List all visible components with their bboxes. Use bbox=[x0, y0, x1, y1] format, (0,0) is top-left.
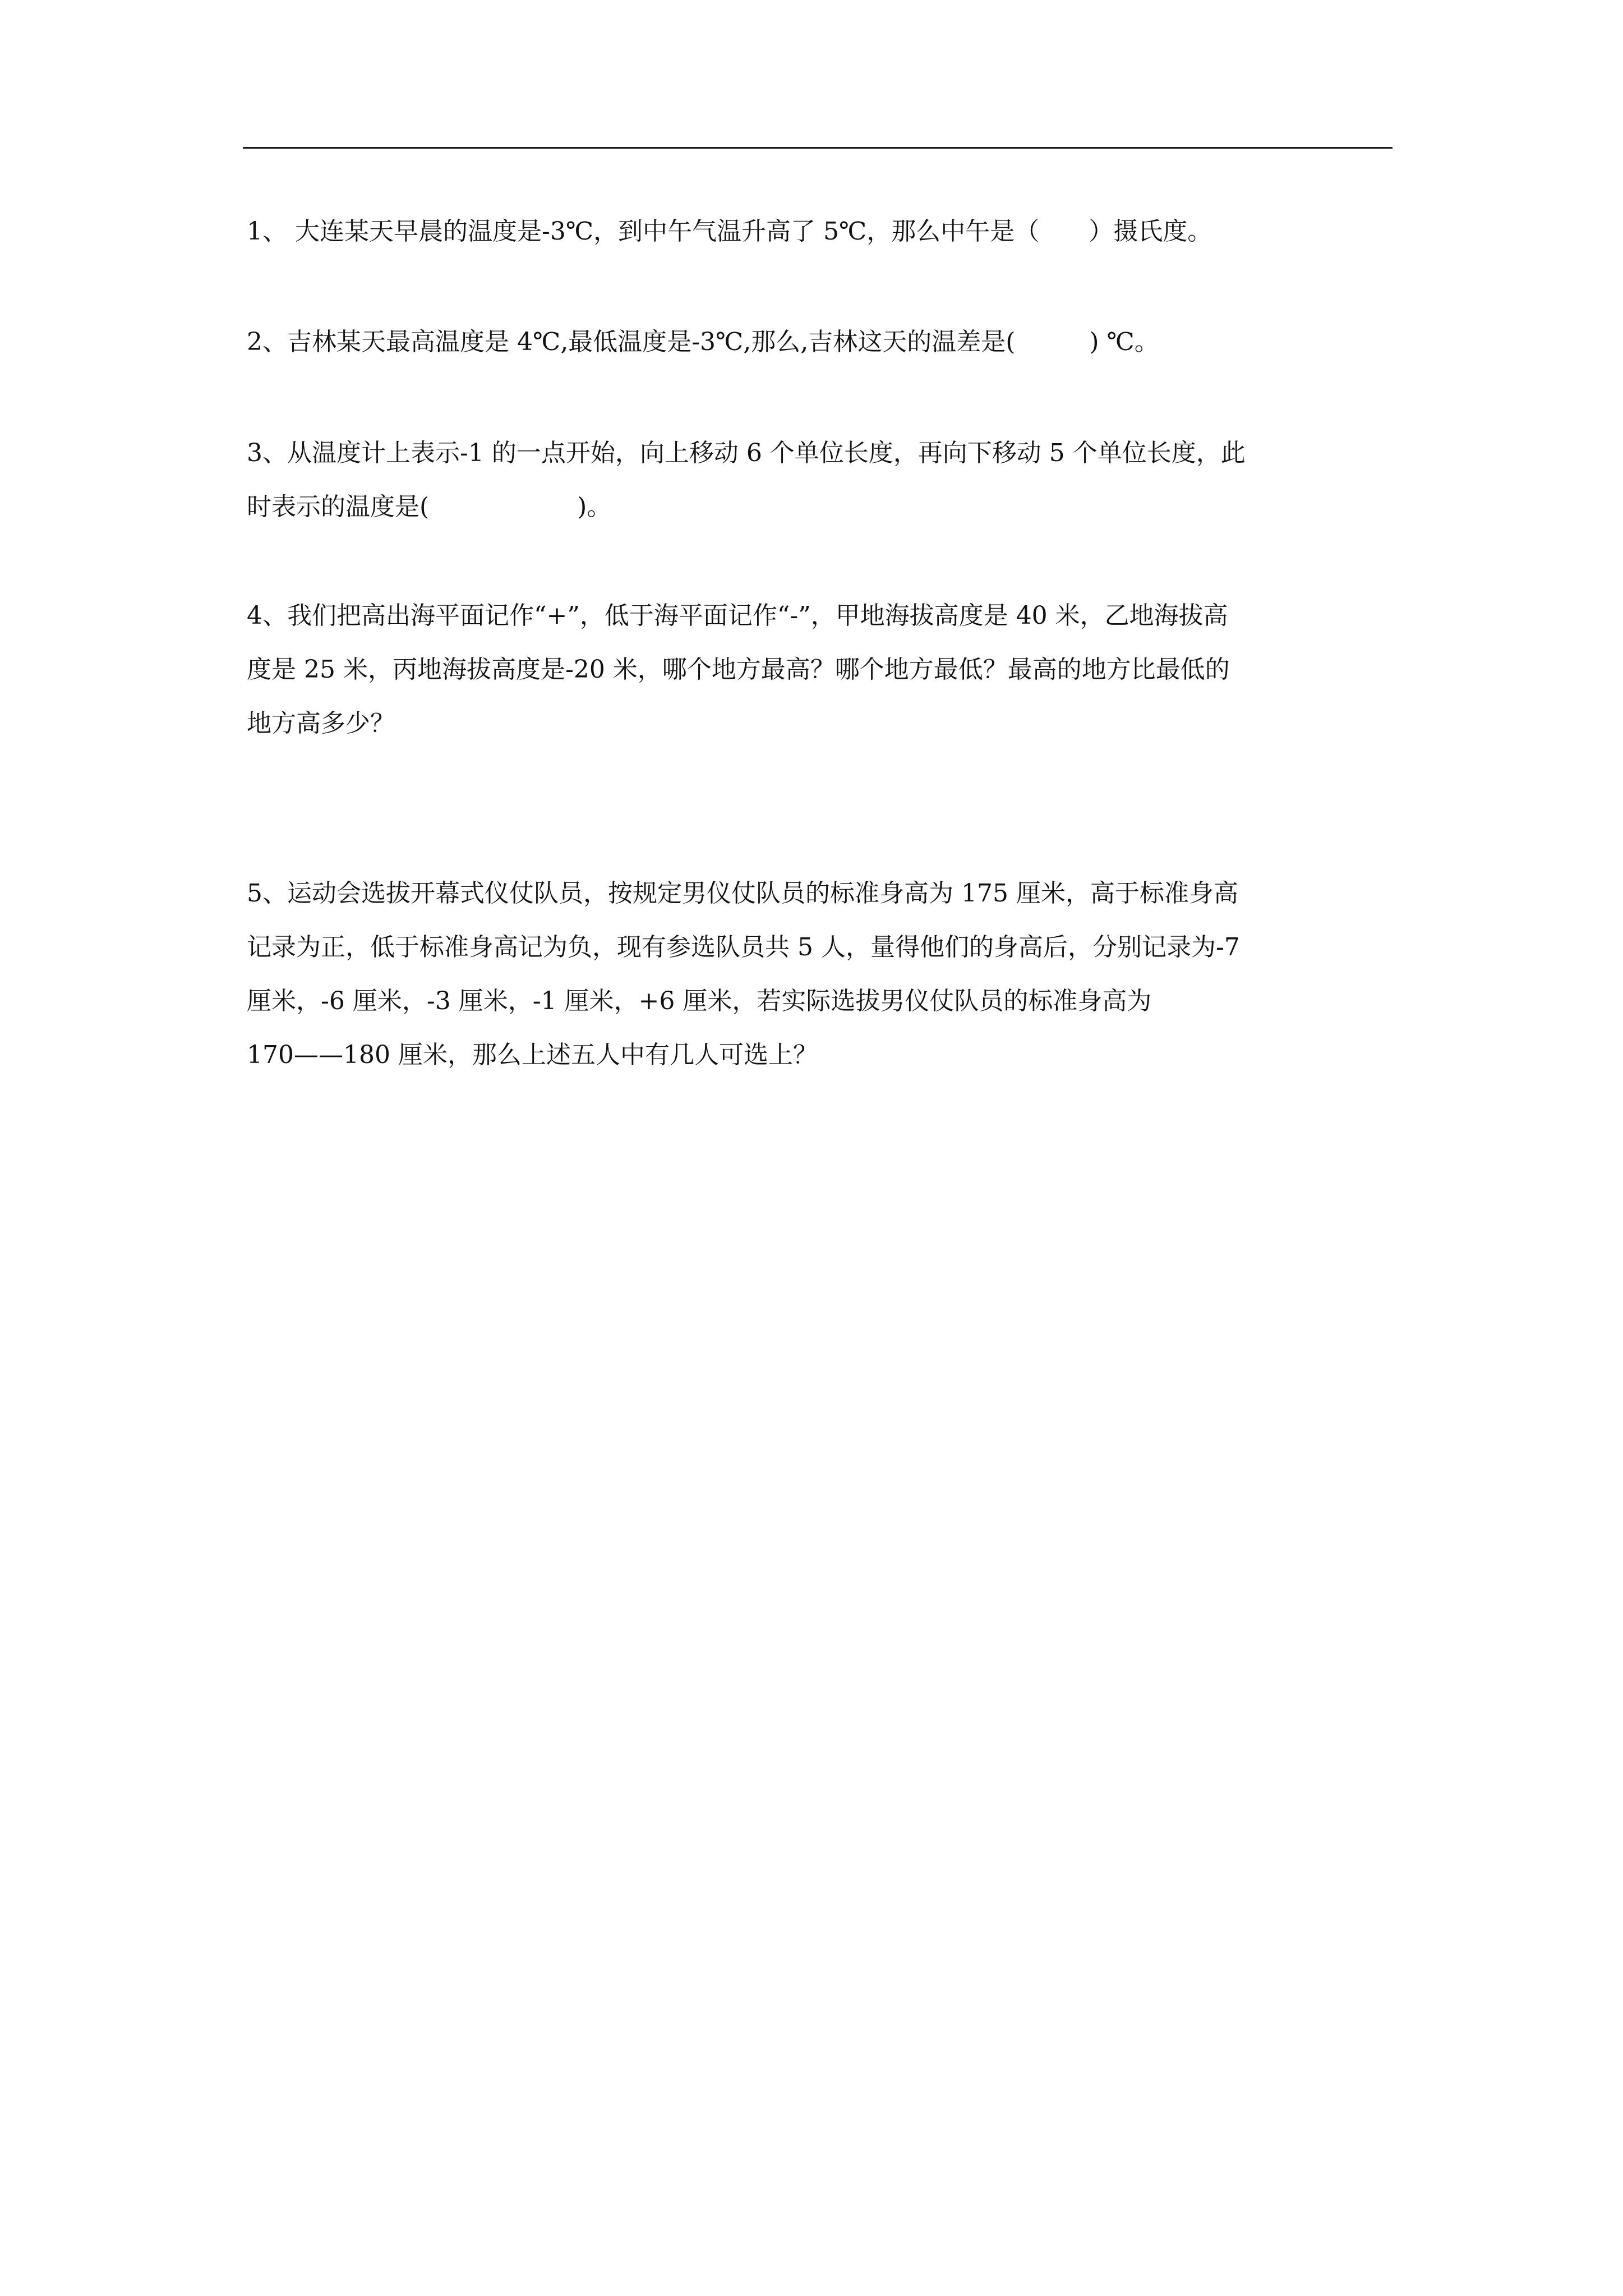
question-4-line-3: 地方高多少？ bbox=[247, 709, 395, 738]
question-3-line-2: 时表示的温度是( )。 bbox=[247, 493, 612, 521]
question-4-line-1: 4、我们把高出海平面记作“+”，低于海平面记作“-”，甲地海拔高度是 40 米，乙地海拔高 bbox=[247, 601, 1228, 630]
question-3-line-1: 3、从温度计上表示-1 的一点开始，向上移动 6 个单位长度，再向下移动 5 个单位长度，此 bbox=[247, 439, 1246, 467]
question-1-line-1: 1、 大连某天早晨的温度是-3℃，到中午气温升高了 5℃，那么中午是（ ）摄氏度。 bbox=[247, 217, 1212, 246]
question-4-line-2: 度是 25 米，丙地海拔高度是-20 米，哪个地方最高？哪个地方最低？最高的地方比最低的 bbox=[247, 655, 1230, 684]
question-5-line-2: 记录为正，低于标准身高记为负，现有参选队员共 5 人，量得他们的身高后，分别记录为-7 bbox=[247, 933, 1240, 961]
question-5-line-3: 厘米，-6 厘米，-3 厘米，-1 厘米，+6 厘米，若实际选拔男仪仗队员的标准身高为 bbox=[247, 987, 1152, 1015]
question-2 bbox=[247, 315, 1391, 369]
question-5 bbox=[247, 867, 1391, 1082]
question-3 bbox=[247, 426, 1391, 534]
question-5-line-1: 5、运动会选拔开幕式仪仗队员，按规定男仪仗队员的标准身高为 175 厘米，高于标准身高 bbox=[247, 879, 1238, 908]
header-rule bbox=[243, 147, 1393, 149]
question-5-line-4: 170——180 厘米，那么上述五人中有几人可选上？ bbox=[247, 1041, 818, 1069]
question-1 bbox=[247, 205, 1391, 259]
question-2-line-1: 2、吉林某天最高温度是 4℃,最低温度是-3℃,那么,吉林这天的温差是( ) ℃。 bbox=[247, 328, 1159, 356]
question-4 bbox=[247, 589, 1391, 751]
